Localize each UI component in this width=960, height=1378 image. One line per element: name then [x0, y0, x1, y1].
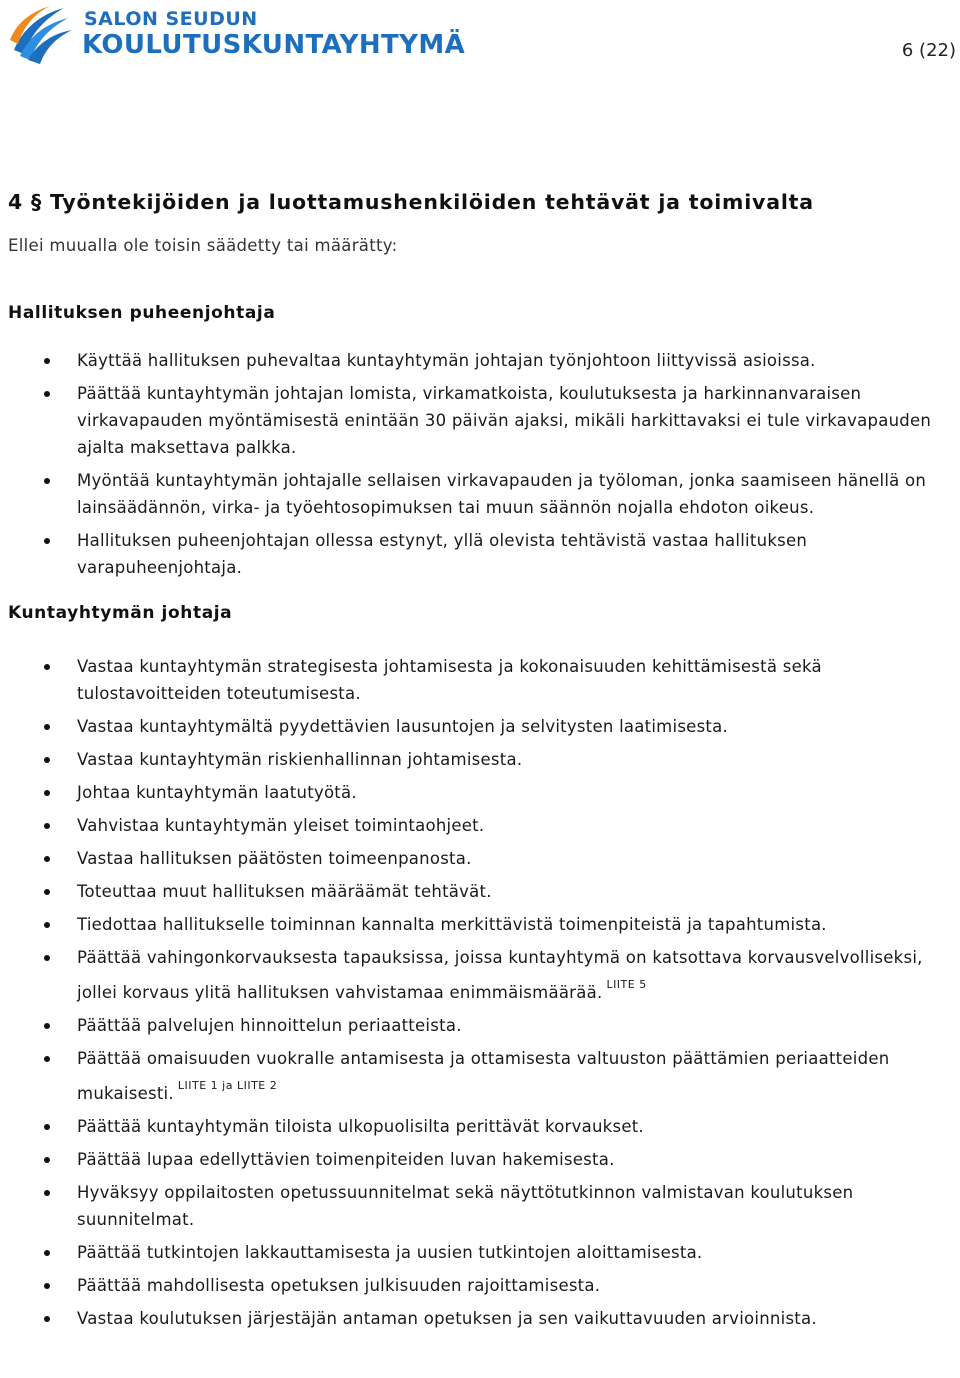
list-item	[8, 653, 954, 707]
list-item-text: Vastaa koulutuksen järjestäjän antaman opetuksen ja sen vaikuttavuuden arvioinnista.	[77, 1309, 817, 1328]
list-item	[8, 1239, 954, 1266]
bullet-icon	[44, 664, 50, 670]
bullet-icon	[44, 1283, 50, 1289]
list-item-text: Vastaa hallituksen päätösten toimeenpanosta.	[77, 849, 472, 868]
list-item	[8, 911, 954, 938]
list-item-text: Toteuttaa muut hallituksen määräämät tehtävät.	[77, 882, 492, 901]
page-number: 6 (22)	[901, 40, 956, 61]
bullet-icon	[44, 1316, 50, 1322]
list-item	[8, 779, 954, 806]
bullet-icon	[44, 1157, 50, 1163]
list-item	[8, 1179, 954, 1233]
list-item-text: Päättää vahingonkorvauksesta tapauksissa, joissa kuntayhtymä on katsottava korvausvelvolliseksi, jollei korvaus ylitä hallituksen vahvistamaa enimmäismäärää.	[77, 948, 923, 1002]
list-item-text: Päättää kuntayhtymän johtajan lomista, virkamatkoista, koulutuksesta ja harkinnanvaraisen virkavapauden myöntämisestä enintään 30 päivän ajaksi, mikäli harkittavaksi ei tule virkavapauden ajalta maksettava palkka.	[77, 384, 932, 457]
bullet-icon	[44, 757, 50, 763]
list-item	[8, 878, 954, 905]
chair-duties-list	[8, 347, 954, 581]
list-item-text: Päättää mahdollisesta opetuksen julkisuuden rajoittamisesta.	[77, 1276, 601, 1295]
list-item-text: Hallituksen puheenjohtajan ollessa estynyt, yllä olevista tehtävistä vastaa hallituksen varapuheenjohtaja.	[77, 531, 808, 577]
bullet-icon	[44, 856, 50, 862]
attachment-reference: LIITE 5	[606, 978, 647, 991]
bullet-icon	[44, 1023, 50, 1029]
list-item	[8, 1305, 954, 1332]
list-item	[8, 380, 954, 461]
bullet-icon	[44, 538, 50, 544]
list-item	[8, 746, 954, 773]
list-item-text: Päättää kuntayhtymän tiloista ulkopuolisilta perittävät korvaukset.	[77, 1117, 644, 1136]
list-item-text: Hyväksyy oppilaitosten opetussuunnitelmat sekä näyttötutkinnon valmistavan koulutuksen suunnitelmat.	[77, 1183, 854, 1229]
list-item-text: Vastaa kuntayhtymän strategisesta johtamisesta ja kokonaisuuden kehittämisestä sekä tulostavoitteiden toteutumisesta.	[77, 657, 822, 703]
list-item-text: Päättää palvelujen hinnoittelun periaatteista.	[77, 1016, 462, 1035]
list-item	[8, 713, 954, 740]
list-item-text: Päättää tutkintojen lakkauttamisesta ja uusien tutkintojen aloittamisesta.	[77, 1243, 703, 1262]
bullet-icon	[44, 478, 50, 484]
bullet-icon	[44, 1124, 50, 1130]
list-item	[8, 467, 954, 521]
bullet-icon	[44, 391, 50, 397]
list-item	[8, 1045, 954, 1107]
list-item-text: Päättää lupaa edellyttävien toimenpiteiden luvan hakemisesta.	[77, 1150, 615, 1169]
list-item	[8, 1272, 954, 1299]
section-intro: Ellei muualla ole toisin säädetty tai määrätty:	[8, 236, 398, 255]
director-heading: Kuntayhtymän johtaja	[8, 603, 233, 623]
list-item-text: Johtaa kuntayhtymän laatutyötä.	[77, 783, 357, 802]
list-item	[8, 944, 954, 1006]
logo-mark-icon	[6, 2, 78, 66]
list-item-text: Päättää omaisuuden vuokralle antamisesta ja ottamisesta valtuuston päättämien periaatteiden mukaisesti.	[77, 1049, 890, 1103]
list-item	[8, 1012, 954, 1039]
chair-heading: Hallituksen puheenjohtaja	[8, 303, 276, 323]
list-item	[8, 1146, 954, 1173]
list-item	[8, 527, 954, 581]
bullet-icon	[44, 955, 50, 961]
list-item	[8, 812, 954, 839]
bullet-icon	[44, 889, 50, 895]
list-item	[8, 347, 954, 374]
bullet-icon	[44, 724, 50, 730]
bullet-icon	[44, 1190, 50, 1196]
director-duties-list	[8, 653, 954, 1332]
list-item-text: Myöntää kuntayhtymän johtajalle sellaisen virkavapauden ja työloman, jonka saamiseen hänellä on lainsäädännön, virka- ja työehtosopimuksen tai muun säännön nojalla ehdoton oikeus.	[77, 471, 927, 517]
bullet-icon	[44, 922, 50, 928]
logo-line-1: SALON SEUDUN	[84, 8, 258, 30]
list-item-text: Vahvistaa kuntayhtymän yleiset toimintaohjeet.	[77, 816, 485, 835]
bullet-icon	[44, 358, 50, 364]
organization-logo	[6, 2, 466, 66]
list-item-text: Vastaa kuntayhtymän riskienhallinnan johtamisesta.	[77, 750, 523, 769]
section-title: 4 § Työntekijöiden ja luottamushenkilöiden tehtävät ja toimivalta	[8, 190, 814, 214]
list-item-text: Käyttää hallituksen puhevaltaa kuntayhtymän johtajan työnjohtoon liittyvissä asioissa.	[77, 351, 816, 370]
bullet-icon	[44, 1056, 50, 1062]
list-item	[8, 845, 954, 872]
logo-line-2: KOULUTUSKUNTAYHTYMÄ	[82, 30, 466, 60]
bullet-icon	[44, 790, 50, 796]
list-item-text: Tiedottaa hallitukselle toiminnan kannalta merkittävistä toimenpiteistä ja tapahtumista.	[77, 915, 827, 934]
bullet-icon	[44, 823, 50, 829]
list-item	[8, 1113, 954, 1140]
list-item-text: Vastaa kuntayhtymältä pyydettävien lausuntojen ja selvitysten laatimisesta.	[77, 717, 729, 736]
attachment-reference: LIITE 1 ja LIITE 2	[177, 1079, 278, 1092]
bullet-icon	[44, 1250, 50, 1256]
document-body	[8, 190, 954, 1338]
